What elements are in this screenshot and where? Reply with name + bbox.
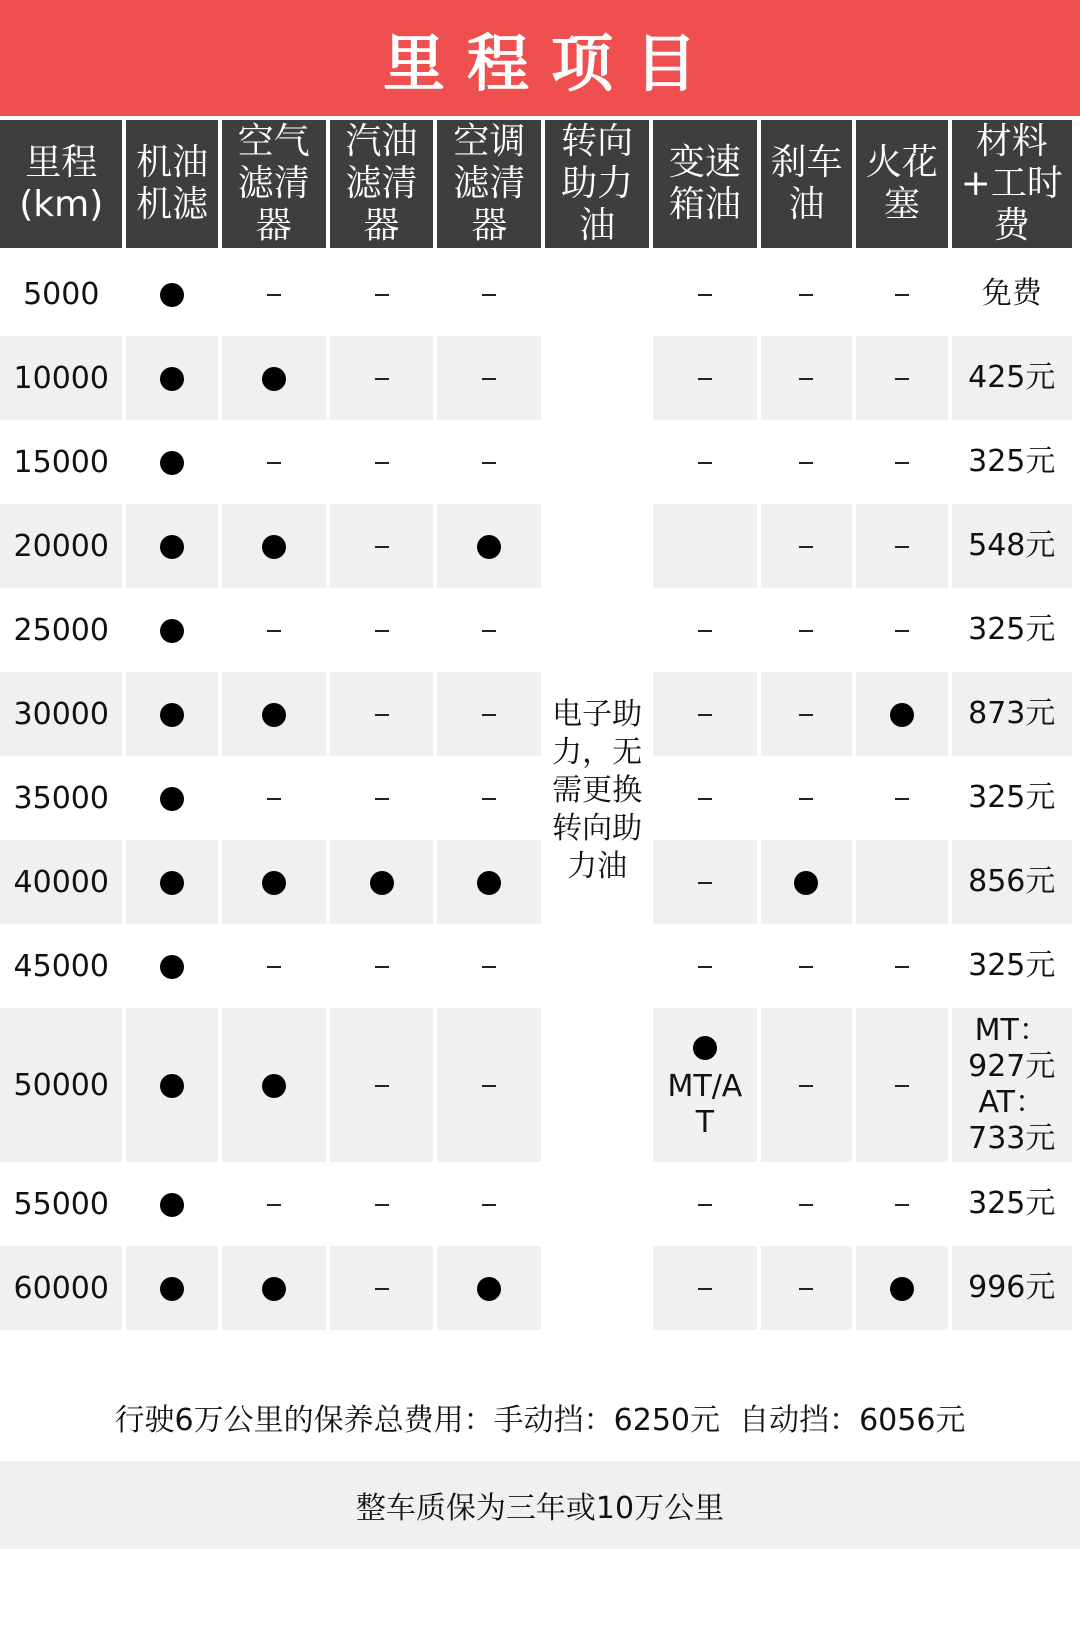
oil-filter-cell bbox=[126, 756, 217, 840]
mileage-cell: 45000 bbox=[0, 924, 122, 1008]
ac-filter-cell bbox=[437, 252, 541, 336]
transmission-oil-cell bbox=[653, 420, 757, 504]
oil-filter-dot-icon bbox=[160, 367, 184, 391]
ac-filter-cell bbox=[437, 588, 541, 672]
spark-plug-cell bbox=[856, 756, 947, 840]
brake-oil-dash-icon bbox=[799, 294, 813, 296]
ac-filter-cell bbox=[437, 420, 541, 504]
steering-oil-note: 电子助力，无需更换转向助力油 bbox=[552, 697, 643, 884]
oil-filter-dot-icon bbox=[160, 451, 184, 475]
brake-oil-dash-icon bbox=[799, 630, 813, 632]
spark-plug-cell bbox=[856, 924, 947, 1008]
header-mileage-unit: (km) bbox=[19, 184, 104, 225]
air-filter-dot-icon bbox=[262, 535, 286, 559]
oil-filter-cell bbox=[126, 504, 217, 588]
brake-oil-dash-icon bbox=[799, 798, 813, 800]
brake-oil-dash-icon bbox=[799, 1204, 813, 1206]
oil-filter-cell bbox=[126, 924, 217, 1008]
ac-filter-dot-icon bbox=[477, 871, 501, 895]
ac-filter-cell bbox=[437, 1162, 541, 1246]
transmission-oil-dot-icon bbox=[693, 1036, 717, 1060]
table-body bbox=[0, 252, 1072, 1330]
brake-oil-cell bbox=[761, 672, 852, 756]
brake-oil-dash-icon bbox=[799, 1085, 813, 1087]
table-row bbox=[0, 336, 1072, 420]
fuel-filter-dash-icon bbox=[375, 294, 389, 296]
oil-filter-cell bbox=[126, 588, 217, 672]
brake-oil-dash-icon bbox=[799, 966, 813, 968]
ac-filter-dash-icon bbox=[482, 294, 496, 296]
cost-cell: 325元 bbox=[952, 924, 1073, 1008]
fuel-filter-dash-icon bbox=[375, 462, 389, 464]
fuel-filter-cell bbox=[330, 1162, 434, 1246]
cost-line: MT： bbox=[974, 1013, 1049, 1048]
fuel-filter-cell bbox=[330, 420, 434, 504]
transmission-oil-cell bbox=[653, 336, 757, 420]
fuel-filter-cell bbox=[330, 840, 434, 924]
oil-filter-dot-icon bbox=[160, 535, 184, 559]
fuel-filter-cell bbox=[330, 336, 434, 420]
brake-oil-cell bbox=[761, 756, 852, 840]
brake-oil-cell bbox=[761, 1008, 852, 1162]
maintenance-table bbox=[0, 120, 1076, 1330]
spark-plug-cell bbox=[856, 1246, 947, 1330]
ac-filter-cell bbox=[437, 924, 541, 1008]
transmission-oil-dash-icon bbox=[698, 462, 712, 464]
header-ac-filter: 空调滤清器 bbox=[437, 120, 541, 252]
mileage-cell: 55000 bbox=[0, 1162, 122, 1246]
ac-filter-cell bbox=[437, 756, 541, 840]
fuel-filter-cell bbox=[330, 1246, 434, 1330]
ac-filter-dash-icon bbox=[482, 714, 496, 716]
air-filter-cell bbox=[222, 1008, 326, 1162]
page-title: 里程项目 bbox=[382, 26, 719, 100]
transmission-oil-dash-icon bbox=[698, 714, 712, 716]
title-bar bbox=[0, 0, 1080, 116]
fuel-filter-dot-icon bbox=[370, 871, 394, 895]
air-filter-cell bbox=[222, 1162, 326, 1246]
fuel-filter-cell bbox=[330, 924, 434, 1008]
spark-plug-cell bbox=[856, 336, 947, 420]
fuel-filter-dash-icon bbox=[375, 714, 389, 716]
brake-oil-cell bbox=[761, 1162, 852, 1246]
warranty-text: 整车质保为三年或10万公里 bbox=[355, 1491, 725, 1526]
oil-filter-cell bbox=[126, 840, 217, 924]
transmission-oil-cell bbox=[653, 924, 757, 1008]
fuel-filter-cell bbox=[330, 1008, 434, 1162]
ac-filter-dash-icon bbox=[482, 462, 496, 464]
cost-line: 733元 bbox=[968, 1121, 1056, 1156]
steering-oil-note-cell bbox=[545, 252, 649, 1330]
warranty-note bbox=[0, 1461, 1080, 1549]
air-filter-dash-icon bbox=[267, 1204, 281, 1206]
air-filter-dash-icon bbox=[267, 630, 281, 632]
cost-cell: 325元 bbox=[952, 588, 1073, 672]
oil-filter-cell bbox=[126, 672, 217, 756]
cost-line: AT： bbox=[978, 1085, 1046, 1120]
transmission-oil-dash-icon bbox=[698, 966, 712, 968]
spark-plug-dash-icon bbox=[895, 462, 909, 464]
transmission-oil-cell bbox=[653, 588, 757, 672]
header-mileage bbox=[0, 120, 122, 252]
air-filter-cell bbox=[222, 1246, 326, 1330]
air-filter-cell bbox=[222, 252, 326, 336]
spark-plug-dash-icon bbox=[895, 630, 909, 632]
oil-filter-cell bbox=[126, 420, 217, 504]
ac-filter-dash-icon bbox=[482, 378, 496, 380]
air-filter-dash-icon bbox=[267, 294, 281, 296]
air-filter-dash-icon bbox=[267, 798, 281, 800]
oil-filter-cell bbox=[126, 252, 217, 336]
header-cost: 材料+工时费 bbox=[952, 120, 1073, 252]
spark-plug-cell bbox=[856, 1008, 947, 1162]
mileage-cell: 60000 bbox=[0, 1246, 122, 1330]
brake-oil-dash-icon bbox=[799, 378, 813, 380]
brake-oil-dash-icon bbox=[799, 462, 813, 464]
transmission-oil-cell bbox=[653, 1162, 757, 1246]
brake-oil-dash-icon bbox=[799, 714, 813, 716]
brake-oil-dash-icon bbox=[799, 1288, 813, 1290]
brake-oil-cell bbox=[761, 924, 852, 1008]
ac-filter-dash-icon bbox=[482, 798, 496, 800]
air-filter-dash-icon bbox=[267, 462, 281, 464]
spark-plug-dot-icon bbox=[890, 703, 914, 727]
spark-plug-cell bbox=[856, 252, 947, 336]
air-filter-cell bbox=[222, 588, 326, 672]
air-filter-dot-icon bbox=[262, 367, 286, 391]
air-filter-cell bbox=[222, 336, 326, 420]
ac-filter-cell bbox=[437, 504, 541, 588]
table-row bbox=[0, 1162, 1072, 1246]
oil-filter-cell bbox=[126, 1008, 217, 1162]
mileage-cell: 50000 bbox=[0, 1008, 122, 1162]
spark-plug-dash-icon bbox=[895, 798, 909, 800]
spark-plug-cell bbox=[856, 504, 947, 588]
brake-oil-cell bbox=[761, 336, 852, 420]
transmission-oil-dash-icon bbox=[698, 1204, 712, 1206]
fuel-filter-dash-icon bbox=[375, 630, 389, 632]
oil-filter-dot-icon bbox=[160, 787, 184, 811]
spark-plug-cell bbox=[856, 588, 947, 672]
cost-cell: 996元 bbox=[952, 1246, 1073, 1330]
ac-filter-cell bbox=[437, 672, 541, 756]
table-row bbox=[0, 840, 1072, 924]
ac-filter-dash-icon bbox=[482, 966, 496, 968]
fuel-filter-dash-icon bbox=[375, 1288, 389, 1290]
header-air-filter: 空气滤清器 bbox=[222, 120, 326, 252]
oil-filter-dot-icon bbox=[160, 871, 184, 895]
transmission-oil-cell bbox=[653, 672, 757, 756]
cost-line: 927元 bbox=[968, 1049, 1056, 1084]
oil-filter-dot-icon bbox=[160, 1277, 184, 1301]
transmission-oil-dash-icon bbox=[698, 378, 712, 380]
total-cost-note bbox=[0, 1373, 1080, 1461]
fuel-filter-cell bbox=[330, 252, 434, 336]
fuel-filter-dash-icon bbox=[375, 1204, 389, 1206]
fuel-filter-dash-icon bbox=[375, 798, 389, 800]
spark-plug-dash-icon bbox=[895, 1204, 909, 1206]
spark-plug-dash-icon bbox=[895, 546, 909, 548]
brake-oil-dash-icon bbox=[799, 546, 813, 548]
cost-cell: 免费 bbox=[952, 252, 1073, 336]
air-filter-dot-icon bbox=[262, 703, 286, 727]
table-header-row bbox=[0, 120, 1072, 252]
spark-plug-cell bbox=[856, 420, 947, 504]
air-filter-cell bbox=[222, 924, 326, 1008]
ac-filter-dot-icon bbox=[477, 535, 501, 559]
transmission-oil-dash-icon bbox=[698, 630, 712, 632]
fuel-filter-cell bbox=[330, 756, 434, 840]
cost-cell: 325元 bbox=[952, 756, 1073, 840]
air-filter-cell bbox=[222, 420, 326, 504]
spark-plug-dash-icon bbox=[895, 1085, 909, 1087]
oil-filter-cell bbox=[126, 1246, 217, 1330]
transmission-oil-cell bbox=[653, 1008, 757, 1162]
brake-oil-dot-icon bbox=[794, 871, 818, 895]
cost-cell: 325元 bbox=[952, 420, 1073, 504]
cost-cell: 856元 bbox=[952, 840, 1073, 924]
ac-filter-dash-icon bbox=[482, 1085, 496, 1087]
header-fuel-filter: 汽油滤清器 bbox=[330, 120, 434, 252]
spark-plug-dash-icon bbox=[895, 378, 909, 380]
table-row bbox=[0, 252, 1072, 336]
cost-cell: 425元 bbox=[952, 336, 1073, 420]
ac-filter-cell bbox=[437, 840, 541, 924]
air-filter-cell bbox=[222, 840, 326, 924]
fuel-filter-cell bbox=[330, 588, 434, 672]
header-steering-oil: 转向助力油 bbox=[545, 120, 649, 252]
transmission-oil-dash-icon bbox=[698, 294, 712, 296]
mileage-cell: 20000 bbox=[0, 504, 122, 588]
spark-plug-dash-icon bbox=[895, 966, 909, 968]
spark-plug-dot-icon bbox=[890, 1277, 914, 1301]
mileage-cell: 40000 bbox=[0, 840, 122, 924]
table-row bbox=[0, 588, 1072, 672]
mileage-cell: 25000 bbox=[0, 588, 122, 672]
table-row bbox=[0, 924, 1072, 1008]
brake-oil-cell bbox=[761, 588, 852, 672]
header-oil-filter: 机油机滤 bbox=[126, 120, 217, 252]
header-transmission-oil: 变速箱油 bbox=[653, 120, 757, 252]
mileage-cell: 35000 bbox=[0, 756, 122, 840]
header-brake-oil: 刹车油 bbox=[761, 120, 852, 252]
oil-filter-dot-icon bbox=[160, 283, 184, 307]
spark-plug-dash-icon bbox=[895, 294, 909, 296]
table-row bbox=[0, 504, 1072, 588]
air-filter-dot-icon bbox=[262, 1277, 286, 1301]
spark-plug-cell bbox=[856, 1162, 947, 1246]
transmission-oil-cell bbox=[653, 840, 757, 924]
brake-oil-cell bbox=[761, 840, 852, 924]
air-filter-dash-icon bbox=[267, 966, 281, 968]
fuel-filter-dash-icon bbox=[375, 546, 389, 548]
ac-filter-dash-icon bbox=[482, 1204, 496, 1206]
air-filter-cell bbox=[222, 504, 326, 588]
ac-filter-cell bbox=[437, 1008, 541, 1162]
table-row bbox=[0, 672, 1072, 756]
oil-filter-dot-icon bbox=[160, 1193, 184, 1217]
oil-filter-dot-icon bbox=[160, 619, 184, 643]
ac-filter-cell bbox=[437, 336, 541, 420]
ac-filter-cell bbox=[437, 1246, 541, 1330]
fuel-filter-dash-icon bbox=[375, 1085, 389, 1087]
transmission-type-label: MT/AT bbox=[667, 1069, 743, 1140]
oil-filter-dot-icon bbox=[160, 1074, 184, 1098]
fuel-filter-dash-icon bbox=[375, 966, 389, 968]
transmission-oil-dash-icon bbox=[698, 798, 712, 800]
cost-cell bbox=[952, 1008, 1073, 1162]
mileage-cell: 5000 bbox=[0, 252, 122, 336]
spark-plug-cell bbox=[856, 672, 947, 756]
fuel-filter-cell bbox=[330, 504, 434, 588]
total-cost-text: 行驶6万公里的保养总费用：手动挡：6250元 自动挡：6056元 bbox=[114, 1403, 966, 1438]
transmission-oil-dash-icon bbox=[698, 882, 712, 884]
transmission-oil-cell bbox=[653, 1246, 757, 1330]
fuel-filter-dash-icon bbox=[375, 378, 389, 380]
header-mileage-label: 里程 bbox=[25, 142, 98, 183]
brake-oil-cell bbox=[761, 1246, 852, 1330]
mileage-cell: 10000 bbox=[0, 336, 122, 420]
fuel-filter-cell bbox=[330, 672, 434, 756]
table-row bbox=[0, 420, 1072, 504]
air-filter-dot-icon bbox=[262, 871, 286, 895]
brake-oil-cell bbox=[761, 252, 852, 336]
oil-filter-dot-icon bbox=[160, 703, 184, 727]
ac-filter-dash-icon bbox=[482, 630, 496, 632]
brake-oil-cell bbox=[761, 420, 852, 504]
spark-plug-cell bbox=[856, 840, 947, 924]
ac-filter-dot-icon bbox=[477, 1277, 501, 1301]
mileage-cell: 30000 bbox=[0, 672, 122, 756]
header-spark-plug: 火花塞 bbox=[856, 120, 947, 252]
table-row bbox=[0, 1008, 1072, 1162]
table-row bbox=[0, 1246, 1072, 1330]
air-filter-dot-icon bbox=[262, 1074, 286, 1098]
oil-filter-dot-icon bbox=[160, 955, 184, 979]
transmission-oil-cell bbox=[653, 252, 757, 336]
air-filter-cell bbox=[222, 672, 326, 756]
transmission-oil-dash-icon bbox=[698, 1288, 712, 1290]
table-row bbox=[0, 756, 1072, 840]
air-filter-cell bbox=[222, 756, 326, 840]
transmission-oil-cell bbox=[653, 504, 757, 588]
brake-oil-cell bbox=[761, 504, 852, 588]
cost-cell: 873元 bbox=[952, 672, 1073, 756]
oil-filter-cell bbox=[126, 1162, 217, 1246]
oil-filter-cell bbox=[126, 336, 217, 420]
mileage-cell: 15000 bbox=[0, 420, 122, 504]
transmission-oil-cell bbox=[653, 756, 757, 840]
cost-cell: 325元 bbox=[952, 1162, 1073, 1246]
cost-cell: 548元 bbox=[952, 504, 1073, 588]
